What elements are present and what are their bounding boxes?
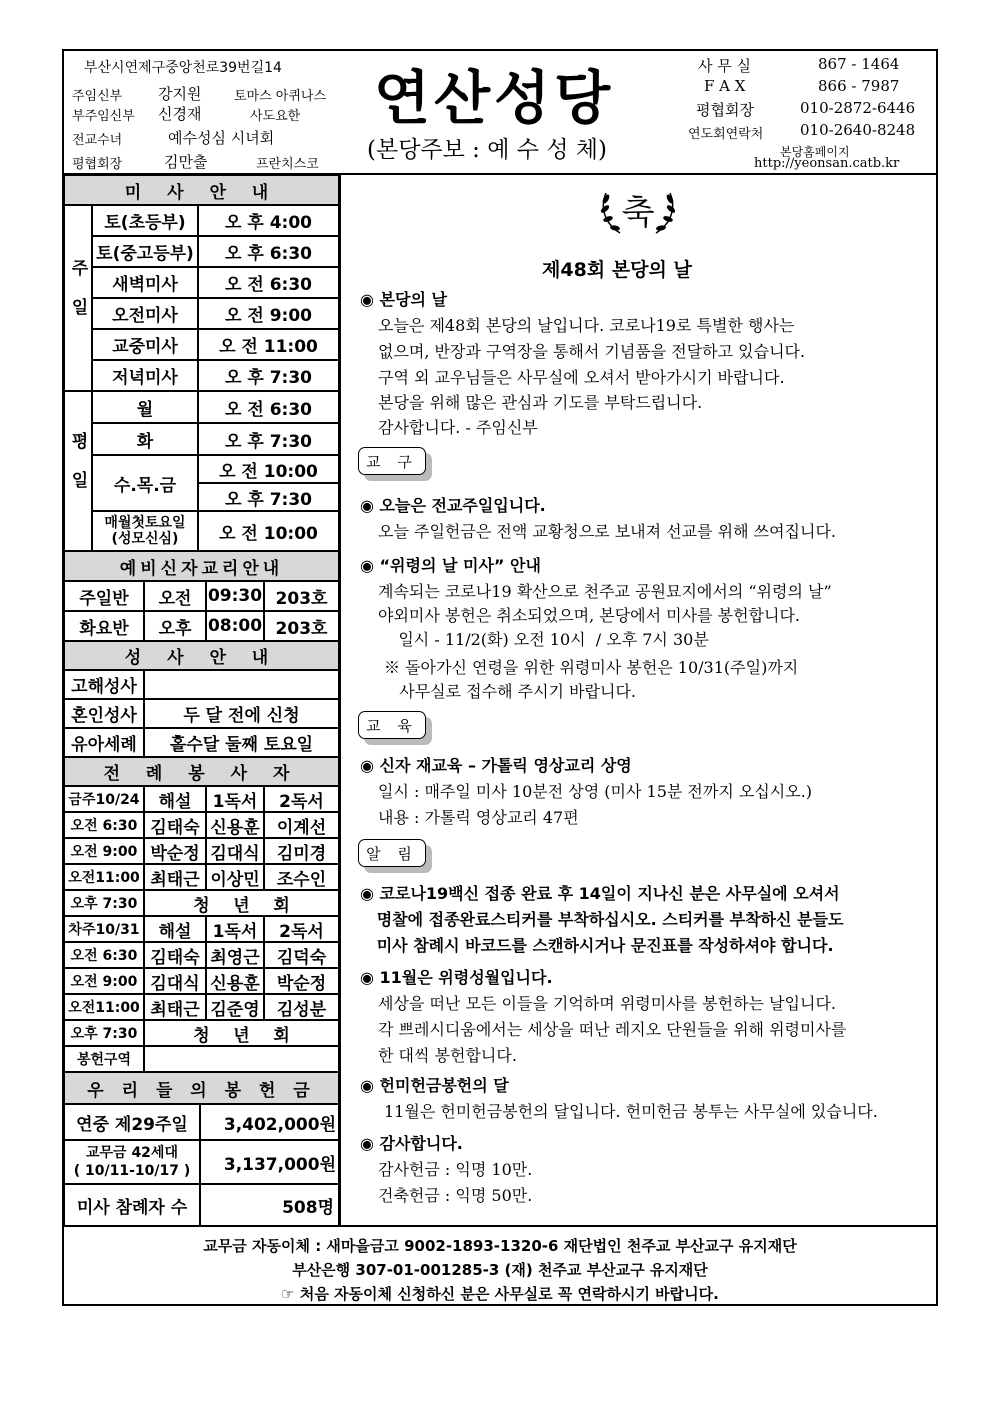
offering-value: 3,402,000원 — [200, 1104, 339, 1140]
mass-row-name: 교중미사 — [92, 329, 198, 360]
main-title: 제48회 본당의 날 — [542, 259, 692, 281]
liturgy-name: 김미경 — [264, 838, 339, 864]
tag-notice: 알 림 — [358, 839, 426, 867]
liturgy-evening-group: 청 년 회 — [144, 890, 339, 916]
sacrament-name: 유아세례 — [64, 728, 144, 757]
liturgy-time: 오전 6:30 — [64, 812, 144, 838]
sunday-label — [64, 205, 92, 391]
offering-area-label: 봉헌구역 — [64, 1046, 144, 1072]
section-heading: ◉ 오늘은 전교주일입니다. — [360, 496, 546, 515]
liturgy-name: 김태숙 — [144, 942, 206, 968]
mass-row-time: 오 후 7:30 — [198, 423, 339, 455]
section-line: 감사합니다. - 주임신부 — [378, 418, 538, 437]
assistant-role: 부주임신부 — [72, 109, 135, 124]
offering-value: 3,137,000원 — [200, 1140, 339, 1184]
council-role: 평협회장 — [72, 157, 123, 172]
liturgy-name: 이계선 — [264, 812, 339, 838]
liturgy-col: 1독서 — [206, 916, 264, 942]
section-line: 구역 외 교우님들은 사무실에 오셔서 받아가시기 바랍니다. — [378, 368, 785, 387]
liturgy-time: 오전 9:00 — [64, 838, 144, 864]
bulletin-page — [62, 49, 938, 1306]
section-heading: ◉ “위령의 날 미사” 안내 — [360, 556, 541, 575]
mass-row-name: 화 — [92, 423, 198, 455]
sunday-label-text: 주일 — [67, 259, 88, 337]
liturgy-name: 신용훈 — [206, 812, 264, 838]
liturgy-name: 김대식 — [144, 968, 206, 994]
liturgy-date: 차주10/31 — [64, 916, 144, 942]
liturgy-col: 해설 — [144, 916, 206, 942]
liturgy-name: 김태숙 — [144, 812, 206, 838]
pastor-role: 주임신부 — [72, 89, 123, 104]
footer-line: 부산은행 307-01-001285-3 (재) 천주교 부산교구 유지재단 — [292, 1261, 708, 1279]
footer-line: 교무금 자동이체 : 새마을금고 9002-1893-1320-6 재단법인 천주교 부산교구 유지재단 — [203, 1237, 797, 1255]
section-line: 없으며, 반장과 구역장을 통해서 기념품을 전달하고 있습니다. — [378, 342, 806, 361]
mass-row-time: 오 후 7:30 — [198, 360, 339, 391]
section-line: ※ 돌아가신 연령을 위한 위령미사 봉헌은 10/31(주일)까지 — [384, 658, 799, 677]
section-line: 각 쁘레시디움에서는 세상을 떠난 레지오 단원들을 위해 위령미사를 — [378, 1020, 847, 1039]
mass-row-name: 월 — [92, 391, 198, 423]
mass-row-name: 토(초등부) — [92, 205, 198, 236]
offering-label: 교무금 42세대 ( 10/11-10/17 ) — [64, 1140, 200, 1184]
parish-title: 연산성당 — [374, 64, 615, 132]
catechumen-ampm: 오후 — [144, 611, 206, 641]
homepage-url[interactable]: http://yeonsan.catb.kr — [754, 156, 900, 171]
section-heading: ◉ 본당의 날 — [360, 290, 447, 309]
assistant-baptismal: 사도요한 — [250, 109, 301, 124]
section-line: 야외미사 봉헌은 취소되었으며, 본당에서 미사를 봉헌합니다. — [378, 606, 801, 625]
liturgy-name: 김덕숙 — [264, 942, 339, 968]
catechumen-ampm: 오전 — [144, 581, 206, 611]
section-line: 명찰에 접종완료스티커를 부착하십시오. 스티커를 부착하신 분들도 — [360, 910, 844, 929]
mass-row-time: 오 후 6:30 — [198, 236, 339, 267]
office-label: 사 무 실 — [698, 57, 752, 75]
footer-line: ☞ 처음 자동이체 신청하신 분은 사무실로 꼭 연락하시기 바랍니다. — [281, 1285, 719, 1303]
liturgy-time: 오후 7:30 — [64, 1020, 144, 1046]
mass-row-name: 토(중고등부) — [92, 236, 198, 267]
liturgy-name: 최영근 — [206, 942, 264, 968]
elder-label: 연도회연락처 — [688, 127, 764, 142]
section-heading: ◉ 감사합니다. — [360, 1134, 463, 1153]
section-line: 세상을 떠난 모든 이들을 기억하며 위령미사를 봉헌하는 날입니다. — [378, 994, 837, 1013]
header-left — [64, 51, 354, 173]
liturgy-name: 박순정 — [144, 838, 206, 864]
liturgy-col: 1독서 — [206, 786, 264, 812]
section-line: 건축헌금 : 익명 50만. — [378, 1186, 533, 1205]
offering-value: 508명 — [200, 1184, 339, 1226]
liturgy-col: 2독서 — [264, 916, 339, 942]
liturgy-time: 오전 9:00 — [64, 968, 144, 994]
sister-role: 전교수녀 — [72, 133, 123, 148]
council-phone-label: 평협회장 — [696, 101, 754, 119]
liturgy-time: 오전11:00 — [64, 994, 144, 1020]
liturgy-name: 최태근 — [144, 994, 206, 1020]
mass-row-time: 오 전 6:30 — [198, 391, 339, 423]
mass-row-name: 수.목.금 — [92, 455, 198, 511]
sacrament-name: 고해성사 — [64, 670, 144, 699]
section-line: 내용 : 가톨릭 영상교리 47편 — [378, 808, 579, 827]
pastor-name: 강지원 — [158, 85, 202, 103]
catechumen-room: 203호 — [264, 581, 339, 611]
parish-subtitle: (본당주보 : 예 수 성 체) — [367, 137, 607, 163]
liturgy-col: 해설 — [144, 786, 206, 812]
pastor-baptismal: 토마스 아퀴나스 — [234, 89, 327, 104]
mass-row-name: 저녁미사 — [92, 360, 198, 391]
homepage-label: 본당홈페이지 — [780, 145, 850, 159]
address: 부산시연제구중앙천로39번길14 — [84, 60, 282, 76]
liturgy-evening-group: 청 년 회 — [144, 1020, 339, 1046]
liturgy-name: 박순정 — [264, 968, 339, 994]
mass-row-time: 오 전 11:00 — [198, 329, 339, 360]
offering-label: 연중 제29주일 — [64, 1104, 200, 1140]
mass-row-time: 오 전 6:30 — [198, 267, 339, 298]
liturgy-name: 조수인 — [264, 864, 339, 890]
council-name: 김만출 — [164, 153, 208, 171]
catechumen-time: 09:30 — [206, 581, 264, 611]
section-line: 일시 : 매주일 미사 10분전 상영 (미사 15분 전까지 오십시오.) — [378, 782, 813, 801]
council-phone: 010-2872-6446 — [800, 99, 916, 117]
elder-phone: 010-2640-8248 — [800, 121, 916, 139]
catechumen-class: 주일반 — [64, 581, 144, 611]
section-line: 사무실로 접수해 주시기 바랍니다. — [384, 682, 636, 701]
fax-number: 866 - 7987 — [818, 77, 900, 95]
mass-row-time: 오 후 7:30 — [198, 483, 339, 511]
liturgy-col: 2독서 — [264, 786, 339, 812]
liturgy-name: 김대식 — [206, 838, 264, 864]
section-line: 오늘 주일헌금은 전액 교황청으로 보내져 선교를 위해 쓰여집니다. — [378, 522, 837, 541]
liturgy-name: 이상민 — [206, 864, 264, 890]
section-line: ◉ 코로나19백신 접종 완료 후 14일이 지나신 분은 사무실에 오셔서 — [360, 884, 840, 903]
liturgy-name: 김성분 — [264, 994, 339, 1020]
section-heading: ◉ 신자 재교육 – 가톨릭 영상교리 상영 — [360, 756, 632, 775]
sacrament-value: 홀수달 둘째 토요일 — [144, 728, 339, 757]
offering-area-value — [144, 1046, 339, 1072]
mass-row-name: 오전미사 — [92, 298, 198, 329]
column-divider — [339, 175, 341, 1227]
section-line: 11월은 헌미헌금봉헌의 달입니다. 헌미헌금 봉투는 사무실에 있습니다. — [384, 1102, 878, 1121]
mass-row-time: 오 후 4:00 — [198, 205, 339, 236]
sacrament-value: 두 달 전에 신청 — [144, 699, 339, 728]
mass-row-time: 오 전 9:00 — [198, 298, 339, 329]
liturgy-time: 오후 7:30 — [64, 890, 144, 916]
mass-row-name: 매월첫토요일 (성모신심) — [92, 511, 198, 551]
sister-name: 예수성심 시녀회 — [168, 129, 275, 147]
sacrament-name: 혼인성사 — [64, 699, 144, 728]
catechumen-time: 08:00 — [206, 611, 264, 641]
section-line: 감사헌금 : 익명 10만. — [378, 1160, 533, 1179]
weekday-label — [64, 391, 92, 551]
liturgy-heading: 전 례 봉 사 자 — [64, 757, 339, 786]
liturgy-time: 오전 6:30 — [64, 942, 144, 968]
section-heading: ◉ 11월은 위령성월입니다. — [360, 968, 553, 987]
liturgy-name: 김준영 — [206, 994, 264, 1020]
section-line: 계속되는 코로나19 확산으로 천주교 공원묘지에서의 “위령의 날” — [378, 582, 832, 601]
mass-row-name: 새벽미사 — [92, 267, 198, 298]
catechumen-heading: 예비신자교리안내 — [64, 551, 339, 581]
section-line: 한 대씩 봉헌합니다. — [378, 1046, 517, 1065]
sacraments-heading: 성 사 안 내 — [64, 641, 339, 670]
fax-label: F A X — [704, 77, 746, 95]
mass-row-time: 오 전 10:00 — [198, 511, 339, 551]
offerings-heading: 우 리 들 의 봉 헌 금 — [64, 1072, 339, 1104]
weekday-label-text: 평일 — [67, 432, 88, 510]
mass-row-time: 오 전 10:00 — [198, 455, 339, 483]
section-line: 본당을 위해 많은 관심과 기도를 부탁드립니다. — [378, 393, 703, 412]
sacrament-value — [144, 670, 339, 699]
offering-label: 미사 참례자 수 — [64, 1184, 200, 1226]
assistant-name: 신경재 — [158, 105, 202, 123]
liturgy-time: 오전11:00 — [64, 864, 144, 890]
catechumen-room: 203호 — [264, 611, 339, 641]
liturgy-date: 금주10/24 — [64, 786, 144, 812]
catechumen-class: 화요반 — [64, 611, 144, 641]
liturgy-name: 최태근 — [144, 864, 206, 890]
section-heading: ◉ 헌미헌금봉헌의 달 — [360, 1076, 509, 1095]
tag-education: 교 육 — [358, 711, 426, 739]
section-line: 일시 - 11/2(화) 오전 10시 / 오후 7시 30분 — [378, 630, 709, 649]
tag-diocese: 교 구 — [358, 447, 426, 475]
liturgy-name: 신용훈 — [206, 968, 264, 994]
section-line: 미사 참례시 바코드를 스캔하시거나 문진표를 작성하셔야 합니다. — [360, 936, 834, 955]
council-baptismal: 프란치스코 — [256, 157, 319, 172]
section-line: 오늘은 제48회 본당의 날입니다. 코로나19로 특별한 행사는 — [378, 316, 795, 335]
emblem-text: 축 — [621, 193, 655, 233]
office-number: 867 - 1464 — [818, 55, 900, 73]
mass-heading: 미 사 안 내 — [64, 175, 339, 205]
emblem — [590, 183, 686, 239]
